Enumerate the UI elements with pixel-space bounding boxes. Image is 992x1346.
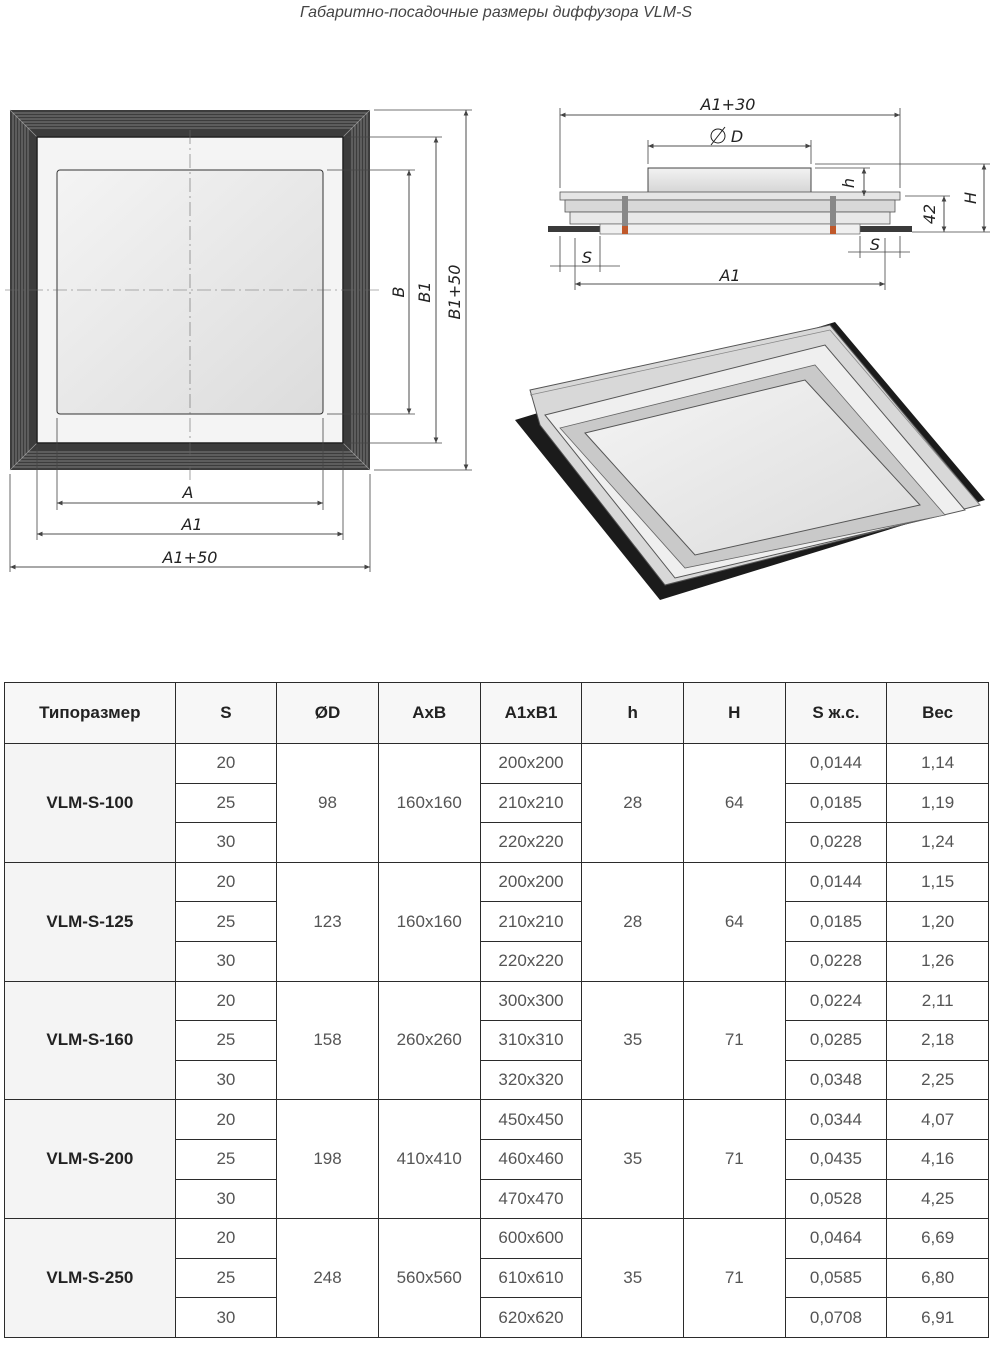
s-cell: 20 bbox=[175, 744, 277, 784]
s-cell: 20 bbox=[175, 1219, 277, 1259]
weight-cell: 4,25 bbox=[887, 1179, 989, 1219]
H-cell: 64 bbox=[684, 744, 786, 863]
axb-cell: 160x160 bbox=[378, 862, 480, 981]
dim-a1-50-label: A1+50 bbox=[162, 548, 218, 567]
dim-b1-label: B1 bbox=[415, 281, 434, 303]
dim-diameter-label: D bbox=[730, 127, 744, 146]
a1xb1-cell: 320x320 bbox=[480, 1060, 582, 1100]
weight-cell: 4,07 bbox=[887, 1100, 989, 1140]
s-cell: 25 bbox=[175, 902, 277, 942]
dim-s-right-label: S bbox=[869, 235, 881, 254]
col-header-area: S ж.с. bbox=[785, 683, 887, 744]
diameter-cell: 248 bbox=[277, 1219, 379, 1338]
table-row bbox=[5, 744, 989, 784]
weight-cell: 6,91 bbox=[887, 1298, 989, 1338]
s-cell: 30 bbox=[175, 941, 277, 981]
s-cell: 20 bbox=[175, 981, 277, 1021]
diameter-cell: 123 bbox=[277, 862, 379, 981]
a1xb1-cell: 200x200 bbox=[480, 744, 582, 784]
area-cell: 0,0144 bbox=[785, 744, 887, 784]
axb-cell: 160x160 bbox=[378, 744, 480, 863]
weight-cell: 6,69 bbox=[887, 1219, 989, 1259]
dim-a1-label: A1 bbox=[181, 515, 203, 534]
axb-cell: 260x260 bbox=[378, 981, 480, 1100]
axb-cell: 560x560 bbox=[378, 1219, 480, 1338]
h-cell: 35 bbox=[582, 1219, 684, 1338]
col-header-model: Типоразмер bbox=[5, 683, 176, 744]
col-header-s: S bbox=[175, 683, 277, 744]
table-row bbox=[5, 1219, 989, 1259]
H-cell: 71 bbox=[684, 981, 786, 1100]
weight-cell: 1,19 bbox=[887, 783, 989, 823]
s-cell: 25 bbox=[175, 1021, 277, 1061]
a1xb1-cell: 210x210 bbox=[480, 902, 582, 942]
table-row bbox=[5, 862, 989, 902]
weight-cell: 2,25 bbox=[887, 1060, 989, 1100]
weight-cell: 1,14 bbox=[887, 744, 989, 784]
h-cell: 35 bbox=[582, 1100, 684, 1219]
s-cell: 25 bbox=[175, 783, 277, 823]
h-cell: 35 bbox=[582, 981, 684, 1100]
s-cell: 30 bbox=[175, 1298, 277, 1338]
s-cell: 30 bbox=[175, 1179, 277, 1219]
model-cell: VLM-S-200 bbox=[5, 1100, 176, 1219]
dim-a1-side-label: A1 bbox=[719, 266, 741, 285]
s-cell: 25 bbox=[175, 1139, 277, 1179]
dim-h-label: h bbox=[839, 177, 858, 189]
axb-cell: 410x410 bbox=[378, 1100, 480, 1219]
weight-cell: 2,11 bbox=[887, 981, 989, 1021]
model-cell: VLM-S-100 bbox=[5, 744, 176, 863]
model-cell: VLM-S-160 bbox=[5, 981, 176, 1100]
s-cell: 30 bbox=[175, 823, 277, 863]
a1xb1-cell: 220x220 bbox=[480, 823, 582, 863]
H-cell: 71 bbox=[684, 1219, 786, 1338]
s-cell: 20 bbox=[175, 1100, 277, 1140]
table-row bbox=[5, 1100, 989, 1140]
area-cell: 0,0585 bbox=[785, 1258, 887, 1298]
col-header-h: h bbox=[582, 683, 684, 744]
dim-s-left-label: S bbox=[581, 248, 593, 267]
diameter-cell: 158 bbox=[277, 981, 379, 1100]
area-cell: 0,0435 bbox=[785, 1139, 887, 1179]
col-header-weight: Вес bbox=[887, 683, 989, 744]
area-cell: 0,0228 bbox=[785, 941, 887, 981]
area-cell: 0,0348 bbox=[785, 1060, 887, 1100]
side-view bbox=[548, 95, 990, 290]
weight-cell: 4,16 bbox=[887, 1139, 989, 1179]
a1xb1-cell: 460x460 bbox=[480, 1139, 582, 1179]
area-cell: 0,0528 bbox=[785, 1179, 887, 1219]
a1xb1-cell: 300x300 bbox=[480, 981, 582, 1021]
area-cell: 0,0708 bbox=[785, 1298, 887, 1338]
isometric-view bbox=[515, 322, 985, 600]
a1xb1-cell: 210x210 bbox=[480, 783, 582, 823]
front-view bbox=[5, 110, 472, 572]
H-cell: 64 bbox=[684, 862, 786, 981]
table-header-row bbox=[5, 683, 989, 744]
dim-b1-50-label: B1+50 bbox=[445, 264, 464, 320]
col-header-axb: AxB bbox=[378, 683, 480, 744]
dim-a-label: A bbox=[182, 483, 194, 502]
s-cell: 30 bbox=[175, 1060, 277, 1100]
table-row bbox=[5, 981, 989, 1021]
a1xb1-cell: 310x310 bbox=[480, 1021, 582, 1061]
a1xb1-cell: 220x220 bbox=[480, 941, 582, 981]
diameter-cell: 98 bbox=[277, 744, 379, 863]
area-cell: 0,0464 bbox=[785, 1219, 887, 1259]
area-cell: 0,0185 bbox=[785, 783, 887, 823]
dimensions-table bbox=[4, 682, 989, 1338]
weight-cell: 2,18 bbox=[887, 1021, 989, 1061]
area-cell: 0,0344 bbox=[785, 1100, 887, 1140]
a1xb1-cell: 600x600 bbox=[480, 1219, 582, 1259]
model-cell: VLM-S-125 bbox=[5, 862, 176, 981]
weight-cell: 6,80 bbox=[887, 1258, 989, 1298]
H-cell: 71 bbox=[684, 1100, 786, 1219]
area-cell: 0,0285 bbox=[785, 1021, 887, 1061]
area-cell: 0,0185 bbox=[785, 902, 887, 942]
dim-a1-30-label: A1+30 bbox=[700, 95, 756, 114]
col-header-a1xb1: A1xB1 bbox=[480, 683, 582, 744]
s-cell: 20 bbox=[175, 862, 277, 902]
weight-cell: 1,15 bbox=[887, 862, 989, 902]
h-cell: 28 bbox=[582, 862, 684, 981]
diameter-cell: 198 bbox=[277, 1100, 379, 1219]
a1xb1-cell: 200x200 bbox=[480, 862, 582, 902]
area-cell: 0,0228 bbox=[785, 823, 887, 863]
h-cell: 28 bbox=[582, 744, 684, 863]
area-cell: 0,0144 bbox=[785, 862, 887, 902]
col-header-d: ØD bbox=[277, 683, 379, 744]
weight-cell: 1,24 bbox=[887, 823, 989, 863]
area-cell: 0,0224 bbox=[785, 981, 887, 1021]
page-title: Габаритно-посадочные размеры диффузора VLM-S bbox=[299, 4, 693, 21]
s-cell: 25 bbox=[175, 1258, 277, 1298]
a1xb1-cell: 610x610 bbox=[480, 1258, 582, 1298]
weight-cell: 1,20 bbox=[887, 902, 989, 942]
a1xb1-cell: 450x450 bbox=[480, 1100, 582, 1140]
model-cell: VLM-S-250 bbox=[5, 1219, 176, 1338]
col-header-H: H bbox=[684, 683, 786, 744]
a1xb1-cell: 470x470 bbox=[480, 1179, 582, 1219]
dim-H-label: H bbox=[961, 191, 980, 205]
weight-cell: 1,26 bbox=[887, 941, 989, 981]
dim-42-label: 42 bbox=[920, 203, 939, 225]
dim-b-label: B bbox=[389, 286, 408, 298]
a1xb1-cell: 620x620 bbox=[480, 1298, 582, 1338]
